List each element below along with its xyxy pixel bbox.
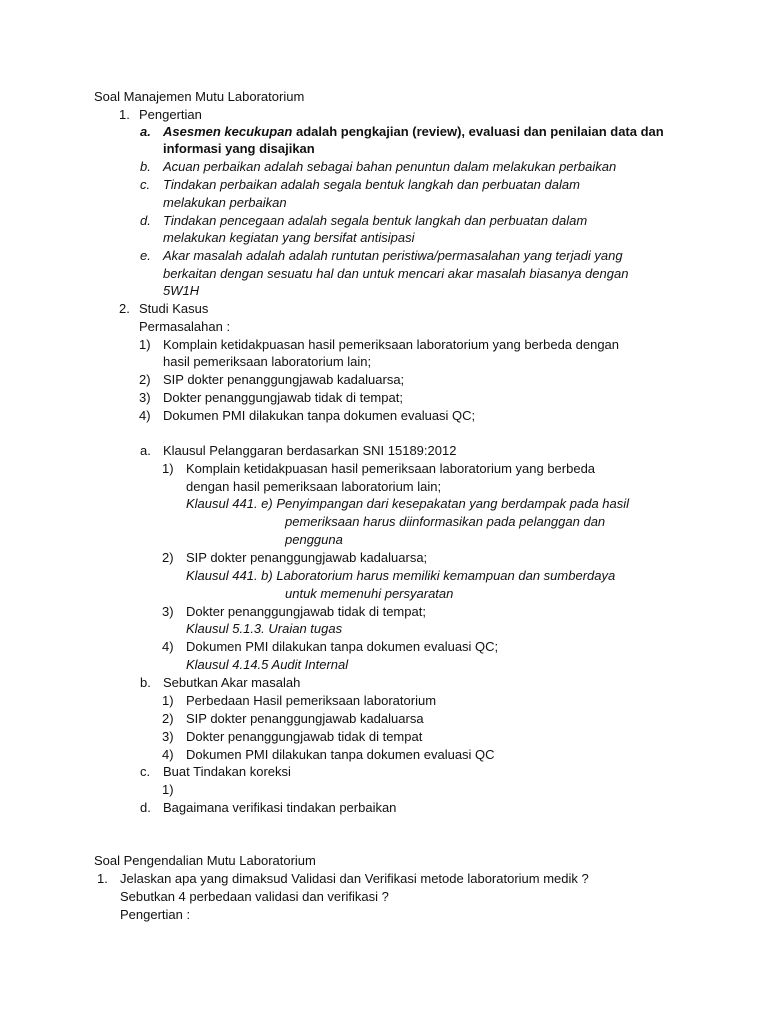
- violation-text: Dokumen PMI dilakukan tanpa dokumen evaluasi QC;: [186, 639, 499, 654]
- clause-text: Klausul 441. e) Penyimpangan dari kesepakatan yang berdampak pada hasil: [186, 496, 630, 511]
- question-text: Pengertian :: [120, 907, 191, 922]
- list-letter: b.: [140, 159, 151, 174]
- list-letter: a.: [140, 443, 151, 458]
- section-title: Soal Pengendalian Mutu Laboratorium: [94, 853, 316, 868]
- definition-text: Akar masalah adalah adalah runtutan peristiwa/permasalahan yang terjadi yang: [163, 248, 623, 263]
- definition-text: 5W1H: [163, 283, 200, 298]
- list-number: 1.: [119, 107, 130, 122]
- subsection-heading: Klausul Pelanggaran berdasarkan SNI 15189:2012: [163, 443, 457, 458]
- violation-text: SIP dokter penanggungjawab kadaluarsa;: [186, 550, 428, 565]
- definition-text: berkaitan dengan sesuatu hal dan untuk mencari akar masalah biasanya dengan: [163, 266, 629, 281]
- root-cause-text: Dokumen PMI dilakukan tanpa dokumen evaluasi QC: [186, 747, 495, 762]
- list-letter: d.: [140, 800, 151, 815]
- list-number: 1.: [97, 871, 108, 886]
- subsection-heading: Sebutkan Akar masalah: [163, 675, 301, 690]
- list-letter: a.: [140, 124, 151, 139]
- section-title: Soal Manajemen Mutu Laboratorium: [94, 89, 305, 104]
- definition-text: informasi yang disajikan: [163, 141, 315, 156]
- list-number: 3): [162, 604, 174, 619]
- definition-text: Acuan perbaikan adalah sebagai bahan penuntun dalam melakukan perbaikan: [163, 159, 617, 174]
- list-letter: c.: [140, 177, 151, 192]
- clause-text: Klausul 5.1.3. Uraian tugas: [186, 621, 343, 636]
- list-heading: Pengertian: [139, 107, 202, 122]
- list-number: 4): [162, 747, 174, 762]
- list-number: 2): [139, 372, 151, 387]
- list-letter: b.: [140, 675, 151, 690]
- problem-text: Komplain ketidakpuasan hasil pemeriksaan laboratorium yang berbeda dengan: [163, 337, 620, 352]
- list-heading: Studi Kasus: [139, 301, 209, 316]
- clause-text: pemeriksaan harus diinformasikan pada pelanggan dan: [285, 514, 606, 529]
- clause-text: untuk memenuhi persyaratan: [285, 586, 454, 601]
- violation-text: Dokter penanggungjawab tidak di tempat;: [186, 604, 426, 619]
- subsection-heading: Buat Tindakan koreksi: [163, 764, 291, 779]
- list-letter: c.: [140, 764, 151, 779]
- clause-text: pengguna: [285, 532, 343, 547]
- definition-text: Tindakan perbaikan adalah segala bentuk langkah dan perbuatan dalam: [163, 177, 580, 192]
- list-letter: e.: [140, 248, 151, 263]
- list-number: 1): [162, 461, 174, 476]
- list-number: 1): [162, 693, 174, 708]
- root-cause-text: Dokter penanggungjawab tidak di tempat: [186, 729, 423, 744]
- root-cause-text: Perbedaan Hasil pemeriksaan laboratorium: [186, 693, 437, 708]
- list-number: 3): [139, 390, 151, 405]
- clause-text: Klausul 4.14.5 Audit Internal: [186, 657, 349, 672]
- list-number: 3): [162, 729, 174, 744]
- list-number: 4): [139, 408, 151, 423]
- question-text: Sebutkan 4 perbedaan validasi dan verifikasi ?: [120, 889, 389, 904]
- problem-text: hasil pemeriksaan laboratorium lain;: [163, 354, 372, 369]
- list-number: 1): [162, 782, 174, 797]
- problem-text: SIP dokter penanggungjawab kadaluarsa;: [163, 372, 405, 387]
- definition-text: melakukan perbaikan: [163, 195, 287, 210]
- violation-text: dengan hasil pemeriksaan laboratorium lain;: [186, 479, 442, 494]
- problem-text: Dokumen PMI dilakukan tanpa dokumen evaluasi QC;: [163, 408, 476, 423]
- question-text: Jelaskan apa yang dimaksud Validasi dan Verifikasi metode laboratorium medik ?: [120, 871, 589, 886]
- problem-text: Dokter penanggungjawab tidak di tempat;: [163, 390, 403, 405]
- subsection-heading: Bagaimana verifikasi tindakan perbaikan: [163, 800, 397, 815]
- list-letter: d.: [140, 213, 151, 228]
- definition-text: adalah pengkajian (review), evaluasi dan penilaian data dan: [295, 124, 664, 139]
- root-cause-text: SIP dokter penanggungjawab kadaluarsa: [186, 711, 424, 726]
- definition-text: melakukan kegiatan yang bersifat antisipasi: [163, 230, 415, 245]
- problems-label: Permasalahan :: [139, 319, 231, 334]
- list-number: 2): [162, 711, 174, 726]
- list-number: 2): [162, 550, 174, 565]
- list-number: 1): [139, 337, 151, 352]
- clause-text: Klausul 441. b) Laboratorium harus memiliki kemampuan dan sumberdaya: [186, 568, 616, 583]
- definition-line: [163, 123, 664, 141]
- violation-text: Komplain ketidakpuasan hasil pemeriksaan laboratorium yang berbeda: [186, 461, 596, 476]
- definition-term: Asesmen kecukupan: [163, 124, 293, 139]
- list-number: 4): [162, 639, 174, 654]
- definition-text: Tindakan pencegaan adalah segala bentuk langkah dan perbuatan dalam: [163, 213, 588, 228]
- list-number: 2.: [119, 301, 130, 316]
